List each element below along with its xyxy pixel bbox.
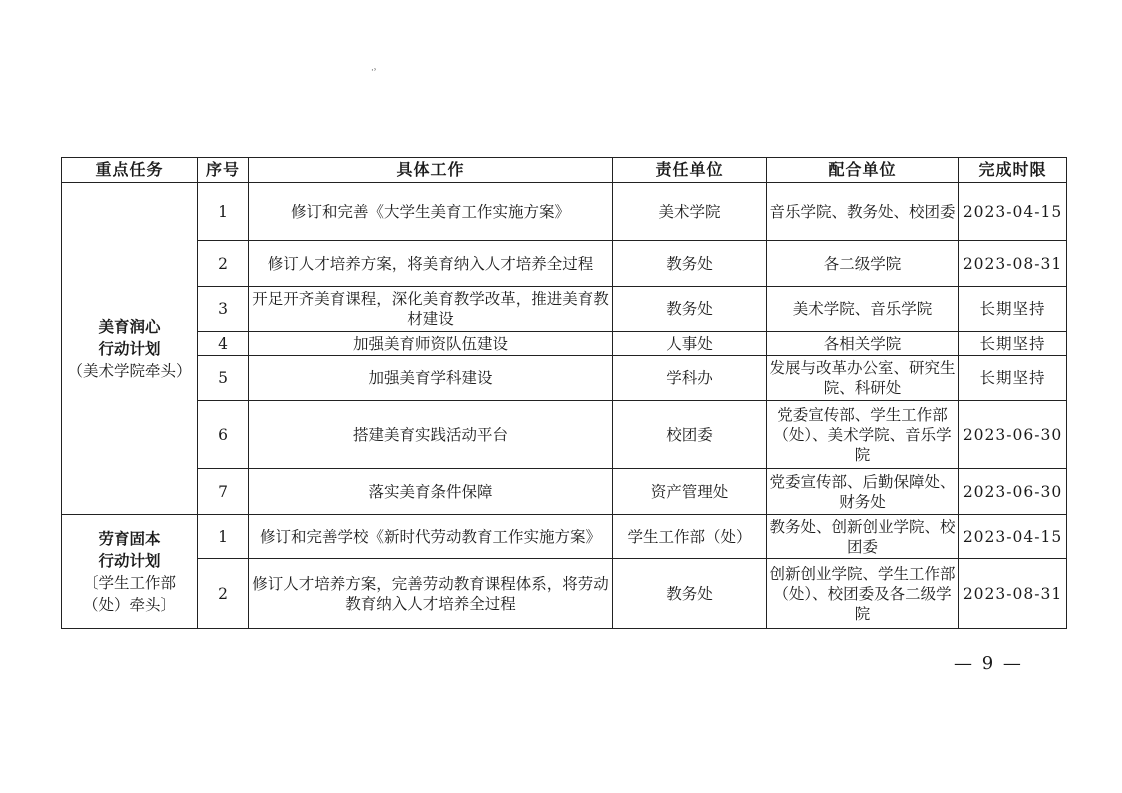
owner-cell: 教务处: [613, 287, 767, 332]
table-row: [62, 559, 1067, 629]
partners-cell: 美术学院、音乐学院: [767, 287, 959, 332]
seq-cell: 1: [198, 515, 249, 559]
deadline-cell: 2023-04-15: [959, 183, 1067, 241]
partners-cell: 发展与改革办公室、研究生院、科研处: [767, 356, 959, 401]
task-table: [61, 157, 1067, 629]
seq-cell: 1: [198, 183, 249, 241]
deadline-cell: 2023-08-31: [959, 559, 1067, 629]
group-cell-labor: [62, 515, 198, 629]
page-number: — 9 —: [954, 653, 1023, 674]
partners-cell: 党委宣传部、后勤保障处、财务处: [767, 469, 959, 515]
table-row: [62, 469, 1067, 515]
seq-cell: 3: [198, 287, 249, 332]
table-row: [62, 356, 1067, 401]
task-cell: 修订和完善《大学生美育工作实施方案》: [249, 183, 613, 241]
task-cell: 加强美育学科建设: [249, 356, 613, 401]
header-owner: 责任单位: [613, 158, 767, 183]
group-title-line: 行动计划: [98, 338, 161, 358]
group-lead-line: （处）牵头〕: [82, 595, 176, 614]
seq-cell: 5: [198, 356, 249, 401]
table-row: [62, 287, 1067, 332]
seq-cell: 4: [198, 332, 249, 356]
group-title-line: 美育润心: [98, 316, 161, 336]
partners-cell: 党委宣传部、学生工作部（处）、美术学院、音乐学院: [767, 401, 959, 469]
group-title-line: 劳育固本: [98, 528, 161, 548]
header-work: 具体工作: [249, 158, 613, 183]
partners-cell: 音乐学院、教务处、校团委: [767, 183, 959, 241]
owner-cell: 校团委: [613, 401, 767, 469]
header-seq: 序号: [198, 158, 249, 183]
header-partners: 配合单位: [767, 158, 959, 183]
owner-cell: 教务处: [613, 241, 767, 287]
header-deadline: 完成时限: [959, 158, 1067, 183]
header-key-task: 重点任务: [62, 158, 198, 183]
task-cell: 修订人才培养方案，将美育纳入人才培养全过程: [249, 241, 613, 287]
seq-cell: 6: [198, 401, 249, 469]
deadline-cell: 2023-04-15: [959, 515, 1067, 559]
task-cell: 开足开齐美育课程，深化美育教学改革，推进美育教材建设: [249, 287, 613, 332]
task-cell: 搭建美育实践活动平台: [249, 401, 613, 469]
deadline-cell: 2023-06-30: [959, 401, 1067, 469]
owner-cell: 学科办: [613, 356, 767, 401]
owner-cell: 学生工作部（处）: [613, 515, 767, 559]
task-cell: 修订人才培养方案，完善劳动教育课程体系，将劳动教育纳入人才培养全过程: [249, 559, 613, 629]
table-row: [62, 332, 1067, 356]
partners-cell: 创新创业学院、学生工作部（处）、校团委及各二级学院: [767, 559, 959, 629]
table-row: [62, 241, 1067, 287]
task-cell: 加强美育师资队伍建设: [249, 332, 613, 356]
partners-cell: 各相关学院: [767, 332, 959, 356]
group-cell-aesthetic: [62, 183, 198, 515]
task-cell: 落实美育条件保障: [249, 469, 613, 515]
table-row: [62, 515, 1067, 559]
table-row: [62, 183, 1067, 241]
seq-cell: 2: [198, 559, 249, 629]
partners-cell: 教务处、创新创业学院、校团委: [767, 515, 959, 559]
deadline-cell: 长期坚持: [959, 287, 1067, 332]
deadline-cell: 2023-08-31: [959, 241, 1067, 287]
deadline-cell: 长期坚持: [959, 356, 1067, 401]
scan-speck: ·˒: [371, 66, 377, 76]
deadline-cell: 长期坚持: [959, 332, 1067, 356]
seq-cell: 2: [198, 241, 249, 287]
table-row: [62, 401, 1067, 469]
group-title-line: 行动计划: [98, 550, 161, 570]
owner-cell: 教务处: [613, 559, 767, 629]
partners-cell: 各二级学院: [767, 241, 959, 287]
seq-cell: 7: [198, 469, 249, 515]
owner-cell: 人事处: [613, 332, 767, 356]
owner-cell: 资产管理处: [613, 469, 767, 515]
group-lead-line: （美术学院牵头）: [67, 361, 192, 380]
owner-cell: 美术学院: [613, 183, 767, 241]
group-lead-line: 〔学生工作部: [82, 573, 176, 592]
task-cell: 修订和完善学校《新时代劳动教育工作实施方案》: [249, 515, 613, 559]
header-row: [62, 158, 1067, 183]
deadline-cell: 2023-06-30: [959, 469, 1067, 515]
